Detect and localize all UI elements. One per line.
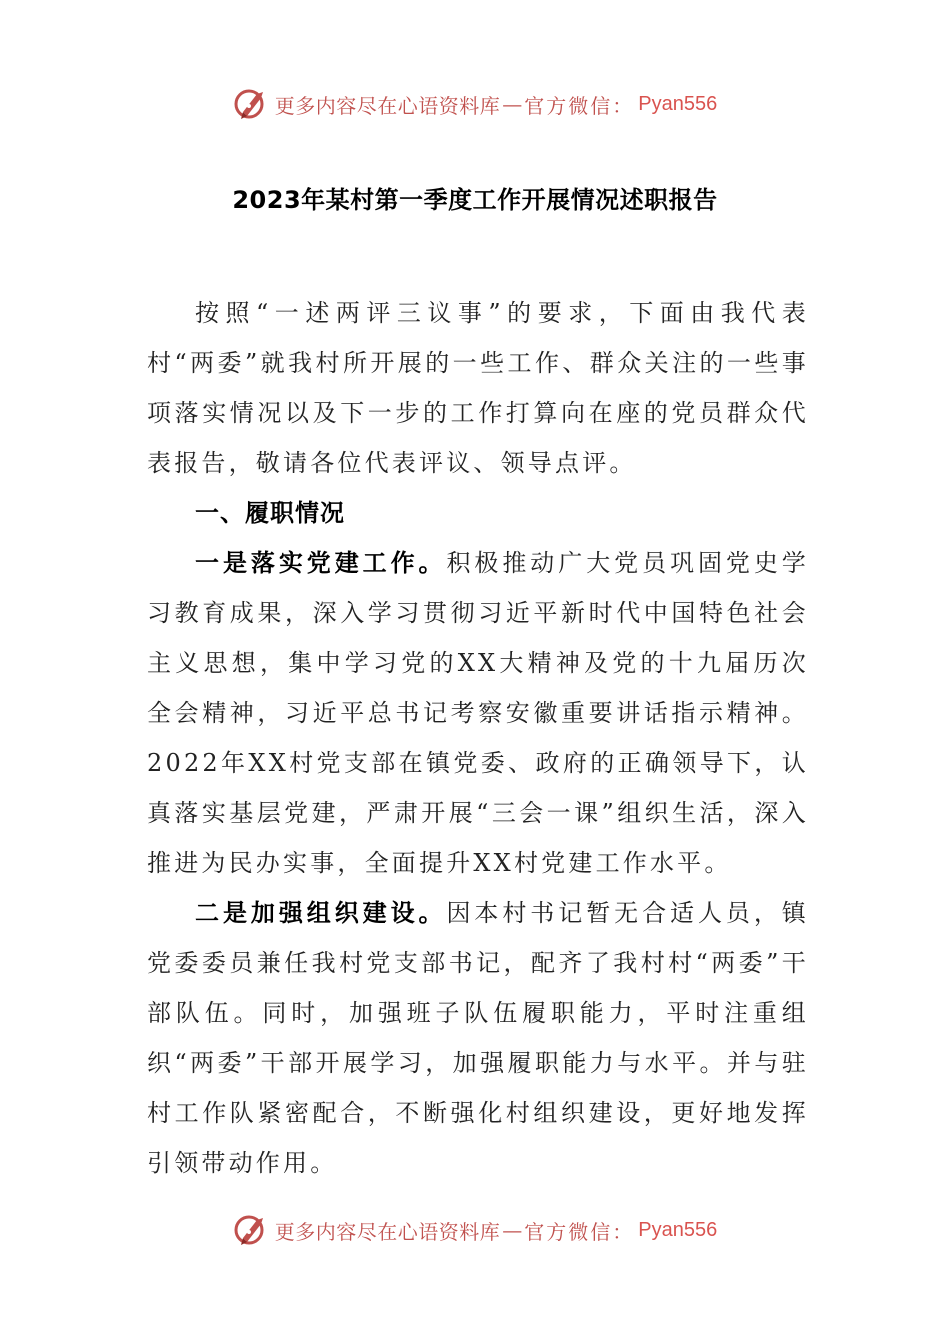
watermark-text: 更多内容尽在心语资料库 <box>274 1219 501 1244</box>
watermark-wechat-id: Pyan556 <box>638 92 718 115</box>
pen-nib-logo-icon <box>233 86 269 122</box>
watermark-separator: — <box>502 92 523 116</box>
paragraph-party-building <box>147 538 809 888</box>
watermark-banner-top <box>0 84 950 124</box>
watermark-banner-bottom <box>0 1210 950 1250</box>
watermark-wechat-id: Pyan556 <box>638 1218 718 1241</box>
paragraph-text: 因本村书记暂无合适人员，镇党委委员兼任我村党支部书记，配齐了我村村“两委”干部队伍。同时，加强班子队伍履职能力，平时注重组织“两委”干部开展学习，加强履职能力与水平。并与驻村工作队紧密配合，不断强化村组织建设，更好地发挥引领带动作用。 <box>147 899 809 1177</box>
watermark-text: 更多内容尽在心语资料库 <box>274 93 501 118</box>
pen-nib-logo-icon <box>233 1212 269 1248</box>
paragraph-text: 积极推动广大党员巩固党史学习教育成果，深入学习贯彻习近平新时代中国特色社会主义思想，集中学习党的XX大精神及党的十九届历次全会精神，习近平总书记考察安徽重要讲话指示精神。2022年XX村党支部在镇党委、政府的正确领导下，认真落实基层党建，严肃开展“三会一课”组织生活，深入推进为民办实事，全面提升XX村党建工作水平。 <box>147 549 809 877</box>
document-body <box>147 288 809 1188</box>
intro-paragraph: 按照“一述两评三议事”的要求，下面由我代表村“两委”就我村所开展的一些工作、群众关注的一些事项落实情况以及下一步的工作打算向在座的党员群众代表报告，敬请各位代表评议、领导点评。 <box>147 299 809 477</box>
paragraph-organization <box>147 888 809 1188</box>
section-heading: 一、履职情况 <box>195 499 345 527</box>
paragraph-lead: 一是落实党建工作。 <box>195 549 447 577</box>
watermark-separator: — <box>502 1218 523 1242</box>
document-title: 2023年某村第一季度工作开展情况述职报告 <box>232 186 718 214</box>
paragraph-lead: 二是加强组织建设。 <box>195 899 447 927</box>
watermark-wechat-label: 官方微信： <box>524 1219 635 1244</box>
watermark-wechat-label: 官方微信： <box>524 93 635 118</box>
